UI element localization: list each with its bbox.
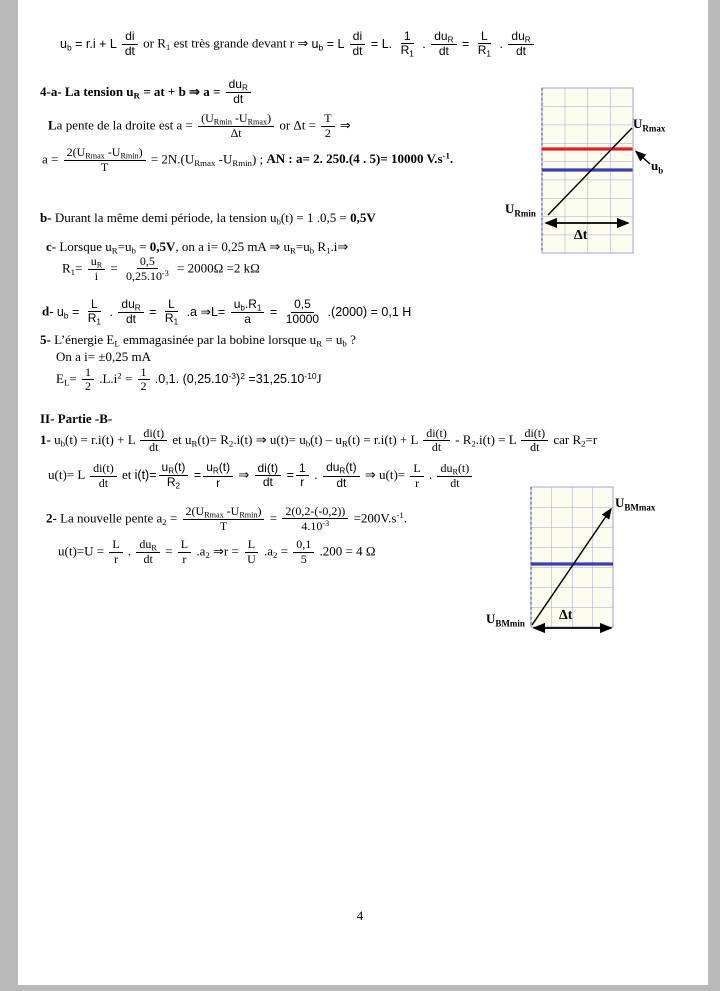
math-line-1: ub = r.i + L $\frac{di}{dt}$ or R1 est très grande devant r ⇒ ub = L $\frac{di}{dt}$ = L. $\frac{1}{R1}$ . $\frac{\text{duR}}{dt}$ = $\frac{L}{R1}$ . $\frac{\text{duR}}{dt}$ [60, 30, 536, 59]
graph-ubm [460, 475, 720, 640]
math-line-2: 4-a- La tension uR = at + b ⇒ a = $\frac{\text{duR}}{dt}$ [40, 78, 253, 107]
page-number: 4 [356, 908, 364, 923]
label-delta-t-1: Δt [574, 228, 588, 243]
math-line-16: u(t)=U = $\frac{L}{r}$ . $\frac{\text{duR}}{dt}$ = $\frac{L}{r}$ .a2 ⇒r = $\frac{L}{U}$ .a2 = $\frac{0,1}{5}$ .200 = 4 Ω [58, 537, 376, 567]
ub-pointer-arrow [636, 152, 650, 165]
label-ubmmax: $U_{BMmax}$ [615, 495, 656, 513]
label-urmax: $U_{Rmax}$ [633, 116, 666, 134]
label-ubmmin: $U_{BMmin}$ [486, 611, 525, 629]
math-line-14: u(t)= L $\frac{di(t)}{dt}$ et i(t)= $\frac{uR(t)}{R2}$ = $\frac{uR(t)}{r}$ ⇒ $\frac{di(t)}{dt}$ = $\frac{1}{r}$ . $\frac{\text{duR(t)}}{dt}$ ⇒ u(t)= $\frac{L}{r}$ . $\frac{\text{duR(t)}}{dt}$ [48, 461, 474, 491]
math-line-12: II- Partie -B- [40, 411, 113, 426]
math-line-9: 5- L’énergie EL emmagasinée par la bobine lorsque uR = ub ? [40, 332, 356, 349]
graph-ur-ub [480, 80, 720, 265]
grid-lines [531, 487, 613, 627]
math-line-10: On a i= ±0,25 mA [56, 349, 151, 364]
math-line-15: 2- La nouvelle pente a2 = $\frac{2(URmax -URmin)}{T}$ = $\frac{2(0,2-(-0,2))}{4.10^{-3}}$ $=200V.s^{-1}$. [46, 504, 408, 534]
math-line-13: 1- ub(t) = r.i(t) + L $\frac{di(t)}{dt}$ et uR(t)= R2.i(t) ⇒ u(t)= ub(t) – uR(t) = r.i(t) + L $\frac{di(t)}{dt}$ - R2.i(t) = L $\frac{di(t)}{dt}$ car R2=r [40, 426, 598, 455]
math-line-3: La pente de la droite est a = $\frac{(URmin -URmax)}{\Delta t}$ or Δt = $\frac{T}{2}$ ⇒ [48, 111, 351, 141]
math-line-5: b- Durant la même demi période, la tension ub(t) = 1 .0,5 = 0,5V [40, 210, 376, 227]
label-ub: $u_b$ [651, 158, 664, 176]
math-line-4: a = $\frac{2(URmax -URmin)}{T}$ = 2N.(URmax -URmin) ; AN : a= 2. 250.(4 . 5)= 10000 $V.s^{-1}$. [42, 145, 454, 175]
math-line-8: d- ub = $\frac{L}{R1}$ . $\frac{\text{duR}}{dt}$ = $\frac{L}{R1}$ .a ⇒L= $\frac{ub.R1}{a}$ = $\frac{0,5}{10000}$ .(2000) = 0,1 H [42, 297, 412, 327]
label-delta-t-2: Δt [559, 608, 573, 623]
math-line-6: c- Lorsque uR=ub = 0,5V, on a i= 0,25 mA ⇒ uR=ub R1.i⇒ [46, 239, 349, 256]
math-line-7: R1= $\frac{uR}{i}$ = $\frac{0,5}{0,25.10^{-3}}$ = 2000Ω =2 kΩ [62, 254, 260, 284]
label-urmin: $U_{Rmin}$ [505, 201, 536, 219]
math-line-11: EL= $\frac{1}{2}$ $.L.i^2$ = $\frac{1}{2}$ .0,1. $(0,25.10^{-3})^2 =31,25.10^{-10}J$ [56, 365, 322, 394]
graph-ur-ub-canvas [480, 80, 720, 265]
